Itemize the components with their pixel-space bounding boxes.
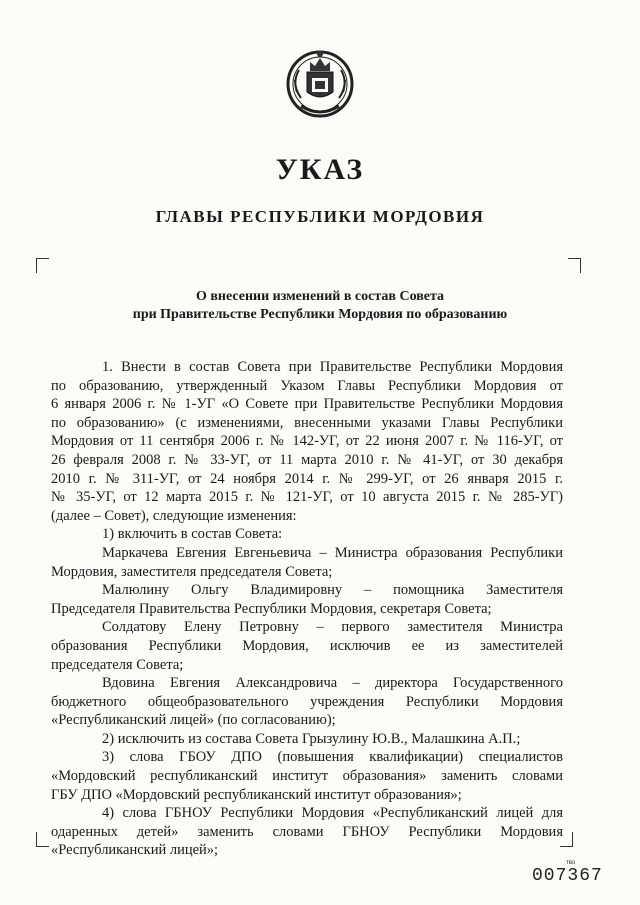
document-subtitle: ГЛАВЫ РЕСПУБЛИКИ МОРДОВИЯ [155, 207, 485, 226]
coat-of-arms-icon [279, 40, 361, 122]
body-line: № 35-УГ, от 12 марта 2015 г. № 121-УГ, от 10 августа 2015 г. № 285-УГ) [51, 489, 563, 506]
body-line: Мордовия, заместителя председателя Совета; [51, 563, 333, 580]
corner-mark-bottom-left [36, 832, 49, 847]
body-line: председателя Совета; [51, 656, 184, 673]
body-line: Солдатову Елену Петровну – первого заместителя Министра [102, 619, 563, 636]
stamp-label: тво [566, 860, 576, 866]
body-line: «Республиканский лицей» (по согласованию); [51, 712, 336, 729]
body-line: «Мордовский республиканский институт образования» заменить словами [51, 768, 563, 785]
body-line: по образованию, утвержденный Указом Главы Республики Мордовия от [51, 377, 563, 394]
body-line: 2010 г. № 311-УГ, от 24 ноября 2014 г. № 299-УГ, от 26 января 2015 г. [51, 470, 563, 487]
body-line: 26 февраля 2008 г. № 33-УГ, от 11 марта 2010 г. № 41-УГ, от 30 декабря [51, 451, 563, 468]
document-body [51, 358, 563, 860]
heading-line: при Правительстве Республики Мордовия по образованию [132, 307, 508, 322]
body-line: 2) исключить из состава Совета Грызулину Ю.В., Малашкина А.П.; [102, 730, 521, 747]
body-line: одаренных детей» заменить словами ГБНОУ Республики Мордовия [51, 823, 563, 840]
body-line: Мордовия от 11 сентября 2006 г. № 142-УГ, от 22 июня 2007 г. № 116-УГ, от [51, 433, 563, 450]
body-line: 4) слова ГБНОУ Республики Мордовия «Республиканский лицей для [102, 805, 563, 822]
document-title: УКАЗ [275, 153, 365, 186]
body-line: Председателя Правительства Республики Мордовия, секретаря Совета; [51, 600, 492, 617]
body-line: «Республиканский лицей»; [51, 842, 219, 859]
body-line: образования Республики Мордовия, исключив ее из заместителей [51, 637, 563, 654]
body-line: Малюлину Ольгу Владимировну – помощника Заместителя [102, 582, 563, 599]
corner-mark-top-right [568, 258, 581, 273]
body-line: по образованию» (с изменениями, внесенными указами Главы Республики [51, 414, 563, 431]
body-line: 1. Внести в состав Совета при Правительстве Республики Мордовия [102, 359, 563, 375]
body-line: бюджетного общеобразовательного учреждения Республики Мордовия [51, 693, 563, 710]
body-line: Вдовина Евгения Александровича – директора Государственного [102, 675, 563, 692]
document-heading [100, 288, 540, 324]
corner-mark-top-left [36, 258, 49, 273]
body-line: 6 января 2006 г. № 1-УГ «О Совете при Правительстве Республики Мордовия [51, 396, 563, 413]
body-line: ГБУ ДПО «Мордовский республиканский институт образования»; [51, 786, 462, 803]
body-line: 1) включить в состав Совета: [102, 526, 283, 543]
document-number-stamp: 007367 [532, 866, 603, 886]
heading-line: О внесении изменений в состав Совета [195, 289, 445, 304]
body-line: 3) слова ГБОУ ДПО (повышения квалификации) специалистов [102, 749, 563, 766]
body-line: (далее – Совет), следующие изменения: [51, 507, 297, 524]
body-line: Маркачева Евгения Евгеньевича – Министра образования Республики [102, 544, 563, 561]
